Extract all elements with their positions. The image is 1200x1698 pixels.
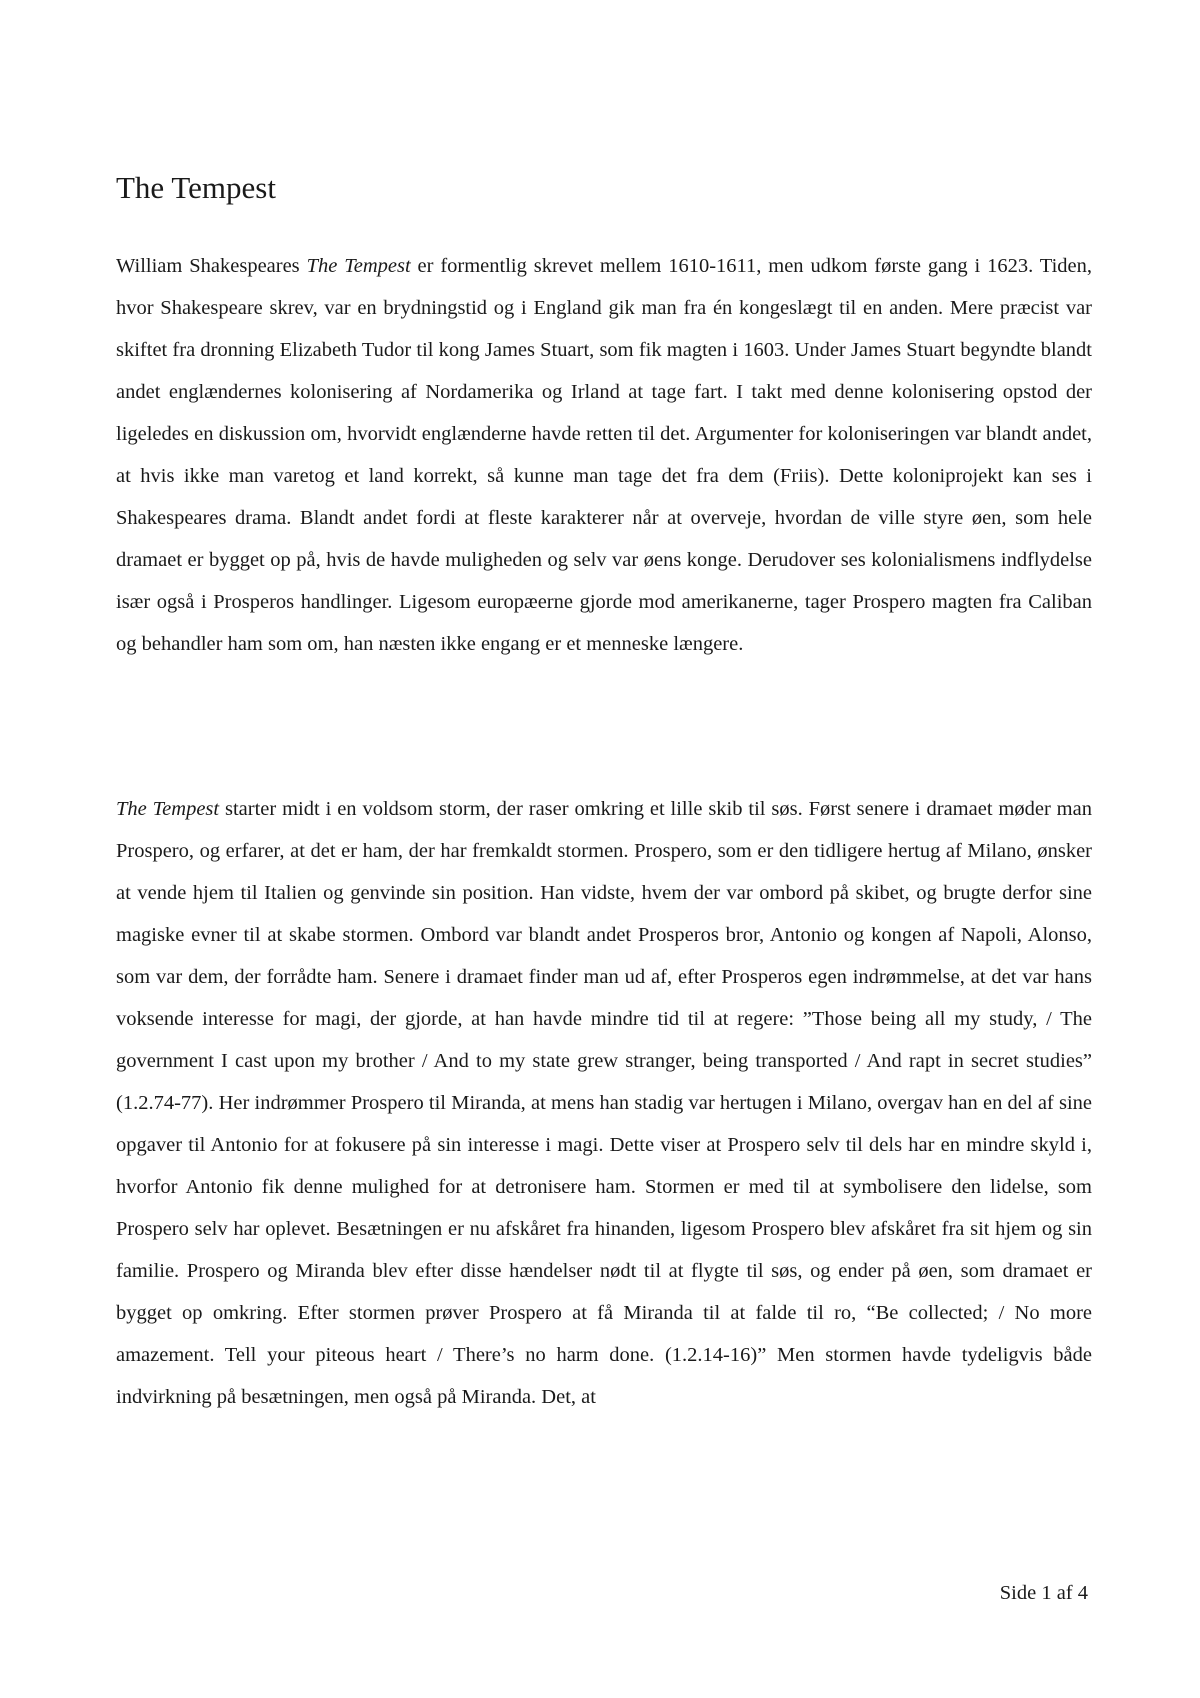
page-number-footer: Side 1 af 4 (999, 1582, 1088, 1604)
paragraph-1 (116, 245, 1092, 665)
paragraph-1-segment-1: William Shakespeares (116, 255, 307, 277)
paragraph-2-segment-2: starter midt i en voldsom storm, der raser omkring et lille skib til søs. Først senere i dramaet møder man Prospero, og erfarer, at det er ham, der har fremkaldt stormen. Prospero, som er den tidligere hertug af Milano, ønsker at vende hjem til Italien og genvinde sin position. Han vidste, hvem der var ombord på skibet, og brugte derfor sine magiske evner til at skabe stormen. Ombord var blandt andet Prosperos bror, Antonio og kongen af Napoli, Alonso, som var dem, der forrådte ham. Senere i dramaet finder man ud af, efter Prosperos egen indrømmelse, at det var hans voksende interesse for magi, der gjorde, at han havde mindre tid til at regere: ”Those being all my study, / The government I cast upon my brother / And to my state grew stranger, being transported / And rapt in secret studies” (1.2.74-77). Her indrømmer Prospero til Miranda, at mens han stadig var hertugen i Milano, overgav han en del af sine opgaver til Antonio for at fokusere på sin interesse i magi. Dette viser at Prospero selv til dels har en mindre skyld i, hvorfor Antonio fik denne mulighed for at detronisere ham. Stormen er med til at symbolisere den lidelse, som Prospero selv har oplevet. Besætningen er nu afskåret fra hinanden, ligesom Prospero blev afskåret fra sit hjem og sin familie. Prospero og Miranda blev efter disse hændelser nødt til at flygte til søs, og ender på øen, som dramaet er bygget op omkring. Efter stormen prøver Prospero at få Miranda til at falde til ro, “Be collected; / No more amazement. Tell your piteous heart / There’s no harm done. (1.2.14-16)” Men stormen havde tydeligvis både indvirkning på besætningen, men også på Miranda. Det, at (116, 798, 1092, 1408)
document-title: The Tempest (116, 170, 276, 205)
paragraph-1-segment-3: er formentlig skrevet mellem 1610-1611, men udkom første gang i 1623. Tiden, hvor Shakespeare skrev, var en brydningstid og i England gik man fra én kongeslægt til en anden. Mere præcist var skiftet fra dronning Elizabeth Tudor til kong James Stuart, som fik magten i 1603. Under James Stuart begyndte blandt andet englændernes kolonisering af Nordamerika og Irland at tage fart. I takt med denne kolonisering opstod der ligeledes en diskussion om, hvorvidt englænderne havde retten til det. Argumenter for koloniseringen var blandt andet, at hvis ikke man varetog et land korrekt, så kunne man tage det fra dem (Friis). Dette koloniprojekt kan ses i Shakespeares drama. Blandt andet fordi at fleste karakterer når at overveje, hvordan de ville styre øen, som hele dramaet er bygget op på, hvis de havde muligheden og selv var øens konge. Derudover ses kolonialismens indflydelse især også i Prosperos handlinger. Ligesom europæerne gjorde mod amerikanerne, tager Prospero magten fra Caliban og behandler ham som om, han næsten ikke engang er et menneske længere. (116, 255, 1092, 655)
paragraph-2 (116, 788, 1092, 1418)
paragraph-1-segment-2-italic-title: The Tempest (306, 255, 411, 277)
paragraph-2-segment-1-italic-title: The Tempest (116, 798, 220, 820)
